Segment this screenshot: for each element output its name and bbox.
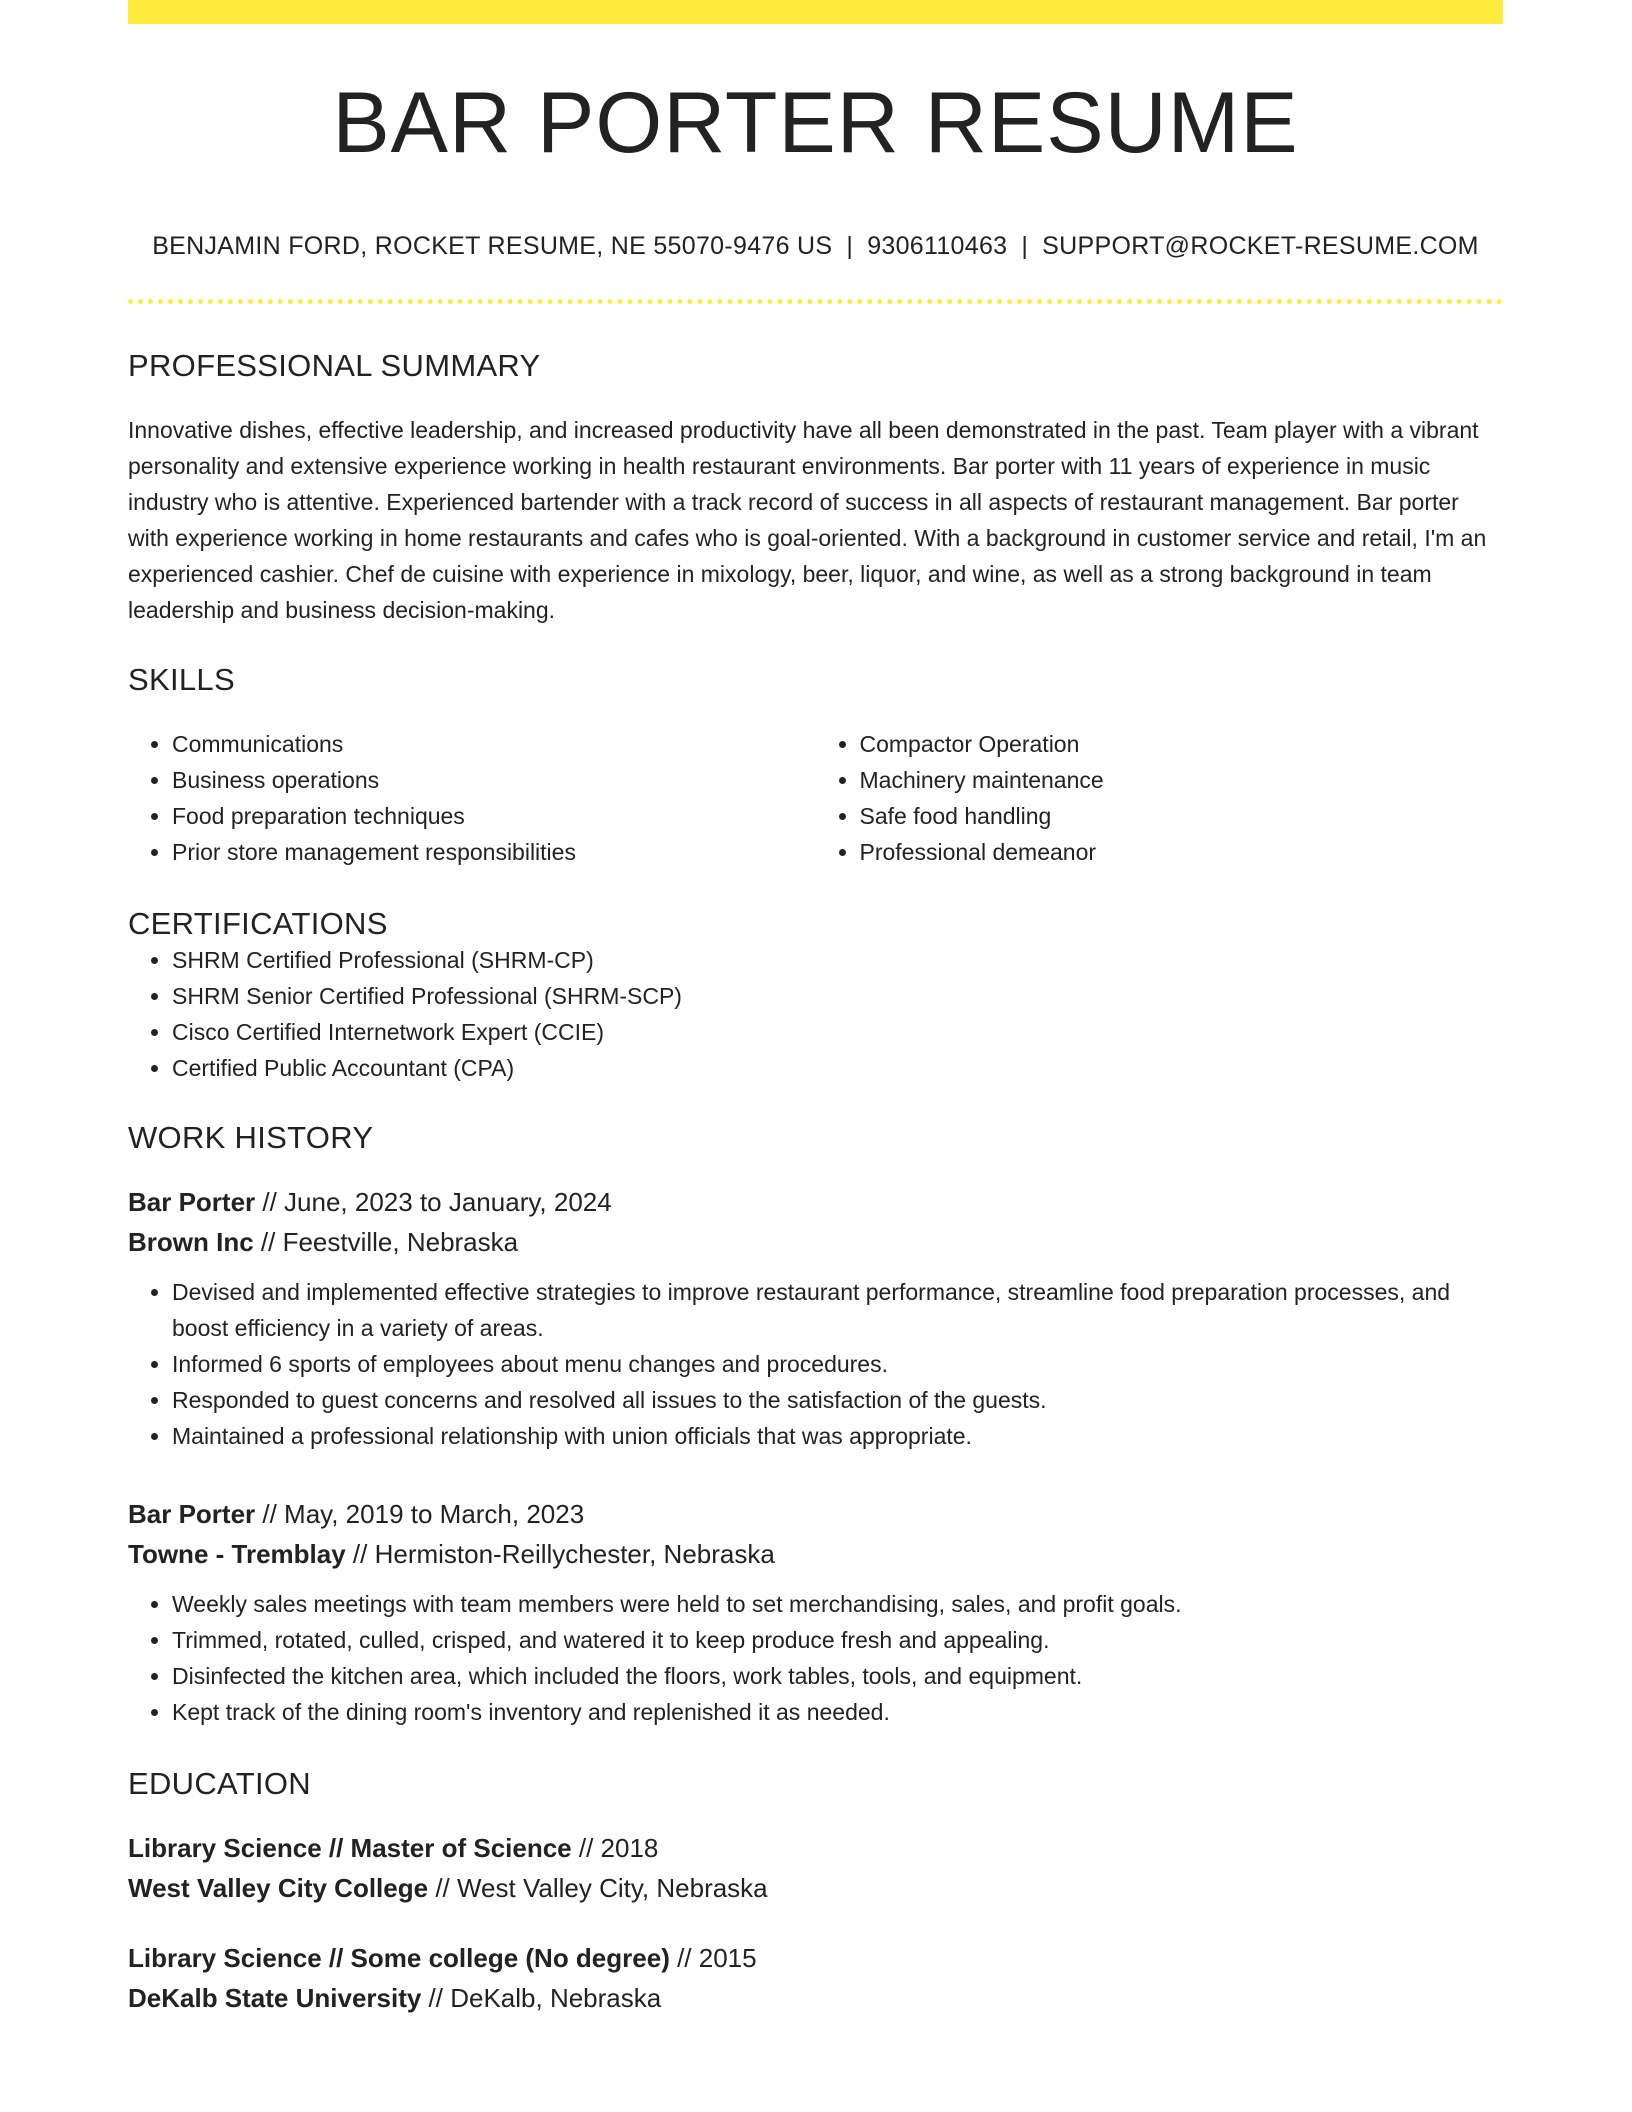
job-bullet: • Maintained a professional relationship with union officials that was appropriate. — [172, 1418, 1503, 1454]
certifications-list — [128, 942, 1503, 1086]
certification-item: • SHRM Senior Certified Professional (SHRM-SCP) — [172, 978, 1503, 1014]
certification-item: • Cisco Certified Internetwork Expert (CCIE) — [172, 1014, 1503, 1050]
job-entry — [128, 1494, 1503, 1730]
education-degree: Library Science // Some college (No degree) — [128, 1943, 670, 1973]
work-history-heading: WORK HISTORY — [128, 1120, 374, 1155]
skill-item: • Business operations — [172, 762, 816, 798]
certification-item: • Certified Public Accountant (CPA) — [172, 1050, 1503, 1086]
job-dates: // May, 2019 to March, 2023 — [255, 1499, 585, 1529]
job-bullet: • Devised and implemented effective strategies to improve restaurant performance, streamline food preparation processes, and boost efficiency in a variety of areas. — [172, 1274, 1503, 1346]
education-degree: Library Science // Master of Science — [128, 1833, 572, 1863]
resume-content — [128, 24, 1503, 2018]
skill-item: • Compactor Operation — [860, 726, 1504, 762]
contact-address: BENJAMIN FORD, ROCKET RESUME, NE 55070-9476 US — [152, 232, 833, 260]
skills-heading: SKILLS — [128, 662, 235, 697]
education-school-line — [128, 1868, 1503, 1908]
education-entry — [128, 1938, 1503, 2018]
document-title: BAR PORTER RESUME — [332, 75, 1299, 171]
education-school: DeKalb State University — [128, 1983, 422, 2013]
contact-phone: 9306110463 — [867, 232, 1008, 260]
summary-text: Innovative dishes, effective leadership, and increased productivity have all been demonstrated in the past. Team player with a vibrant personality and extensive experience working in health restaurant environments. Bar porter with 11 years of experience in music industry who is attentive. Experienced bartender with a track record of success in all aspects of restaurant management. Bar porter with experience working in home restaurants and cafes who is goal-oriented. With a background in customer service and retail, I'm an experienced cashier. Chef de cuisine with experience in mixology, beer, liquor, and wine, as well as a strong background in team leadership and business decision-making. — [128, 417, 1487, 623]
contact-email: SUPPORT@ROCKET-RESUME.COM — [1042, 232, 1479, 260]
education-school-line — [128, 1978, 1503, 2018]
education-degree-line — [128, 1828, 1503, 1868]
dotted-divider — [128, 299, 1503, 304]
job-title-line — [128, 1182, 1503, 1222]
skill-item: • Professional demeanor — [860, 834, 1504, 870]
top-accent-bar — [128, 0, 1503, 24]
skill-item: • Machinery maintenance — [860, 762, 1504, 798]
skill-item: • Safe food handling — [860, 798, 1504, 834]
skill-item: • Prior store management responsibilities — [172, 834, 816, 870]
job-location: // Hermiston-Reillychester, Nebraska — [345, 1539, 775, 1569]
education-location: // West Valley City, Nebraska — [428, 1873, 768, 1903]
contact-separator: | — [846, 232, 854, 260]
skills-list-right — [816, 726, 1504, 870]
job-title: Bar Porter — [128, 1187, 256, 1217]
job-bullet: • Trimmed, rotated, culled, crisped, and watered it to keep produce fresh and appealing. — [172, 1622, 1503, 1658]
job-bullet: • Kept track of the dining room's inventory and replenished it as needed. — [172, 1694, 1503, 1730]
education-entry — [128, 1828, 1503, 1908]
skills-grid — [128, 726, 1503, 870]
job-company-line — [128, 1534, 1503, 1574]
skill-item: • Communications — [172, 726, 816, 762]
education-year: // 2018 — [571, 1833, 659, 1863]
contact-line — [128, 232, 1503, 261]
job-company: Brown Inc — [128, 1227, 254, 1257]
certification-item: • SHRM Certified Professional (SHRM-CP) — [172, 942, 1503, 978]
job-bullet: • Responded to guest concerns and resolved all issues to the satisfaction of the guests. — [172, 1382, 1503, 1418]
job-company-line — [128, 1222, 1503, 1262]
education-degree-line — [128, 1938, 1503, 1978]
job-bullets — [128, 1586, 1503, 1730]
job-bullets — [128, 1274, 1503, 1454]
education-school: West Valley City College — [128, 1873, 429, 1903]
summary-heading: PROFESSIONAL SUMMARY — [128, 348, 541, 383]
job-bullet: • Weekly sales meetings with team members were held to set merchandising, sales, and profit goals. — [172, 1586, 1503, 1622]
skill-item: • Food preparation techniques — [172, 798, 816, 834]
job-title: Bar Porter — [128, 1499, 256, 1529]
job-dates: // June, 2023 to January, 2024 — [255, 1187, 612, 1217]
job-bullet: • Informed 6 sports of employees about menu changes and procedures. — [172, 1346, 1503, 1382]
job-bullet: • Disinfected the kitchen area, which included the floors, work tables, tools, and equipment. — [172, 1658, 1503, 1694]
job-entry — [128, 1182, 1503, 1454]
education-heading: EDUCATION — [128, 1766, 311, 1801]
education-location: // DeKalb, Nebraska — [421, 1983, 662, 2013]
education-year: // 2015 — [669, 1943, 757, 1973]
contact-separator: | — [1021, 232, 1029, 260]
job-location: // Feestville, Nebraska — [253, 1227, 519, 1257]
certifications-heading: CERTIFICATIONS — [128, 906, 388, 941]
job-company: Towne - Tremblay — [128, 1539, 346, 1569]
job-title-line — [128, 1494, 1503, 1534]
skills-list-left — [128, 726, 816, 870]
